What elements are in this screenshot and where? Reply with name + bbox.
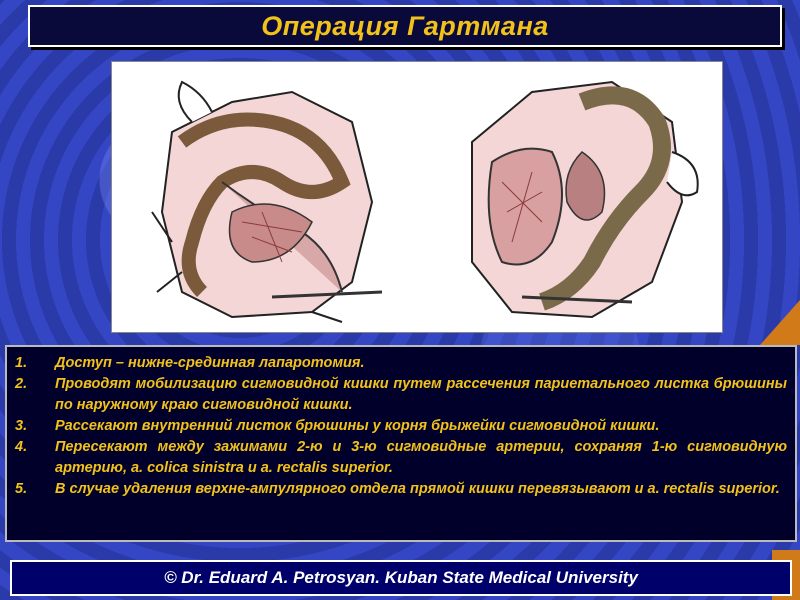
step-number: 4. — [15, 439, 28, 455]
step-number: 3. — [15, 418, 28, 434]
right-surgical-field-illustration — [472, 82, 698, 317]
step-item — [15, 374, 787, 416]
surgery-drawing — [112, 62, 722, 332]
step-item — [15, 437, 787, 479]
procedure-steps-list — [7, 347, 795, 500]
step-text: Доступ – нижне-срединная лапаротомия. — [55, 355, 365, 371]
step-text: Пересекают между зажимами 2-ю и 3-ю сигмовидные артерии, сохраняя 1-ю сигмовидную артерию, a. colica sinistra и a. rectalis superior. — [55, 439, 787, 476]
title-bar — [28, 5, 782, 47]
step-number: 1. — [15, 355, 28, 371]
step-number: 5. — [15, 481, 28, 497]
procedure-steps-panel — [5, 345, 797, 542]
surgical-illustration — [111, 61, 723, 333]
step-item — [15, 479, 787, 500]
step-item — [15, 353, 787, 374]
footer-bar — [10, 560, 792, 596]
step-number: 2. — [15, 376, 28, 392]
copyright-text: © Dr. Eduard A. Petrosyan. Kuban State Medical University — [164, 568, 638, 587]
step-text: Проводят мобилизацию сигмовидной кишки путем рассечения париетального листка брюшины по наружному краю сигмовидной кишки. — [55, 376, 787, 413]
slide-title: Операция Гартмана — [261, 10, 549, 41]
step-text: Рассекают внутренний листок брюшины у корня брыжейки сигмовидной кишки. — [55, 418, 660, 434]
left-surgical-field-illustration — [152, 82, 382, 322]
step-item — [15, 416, 787, 437]
decorative-orange-wedge — [760, 300, 800, 345]
step-text: В случае удаления верхне-ампулярного отдела прямой кишки перевязывают и a. rectalis superior. — [55, 481, 780, 497]
